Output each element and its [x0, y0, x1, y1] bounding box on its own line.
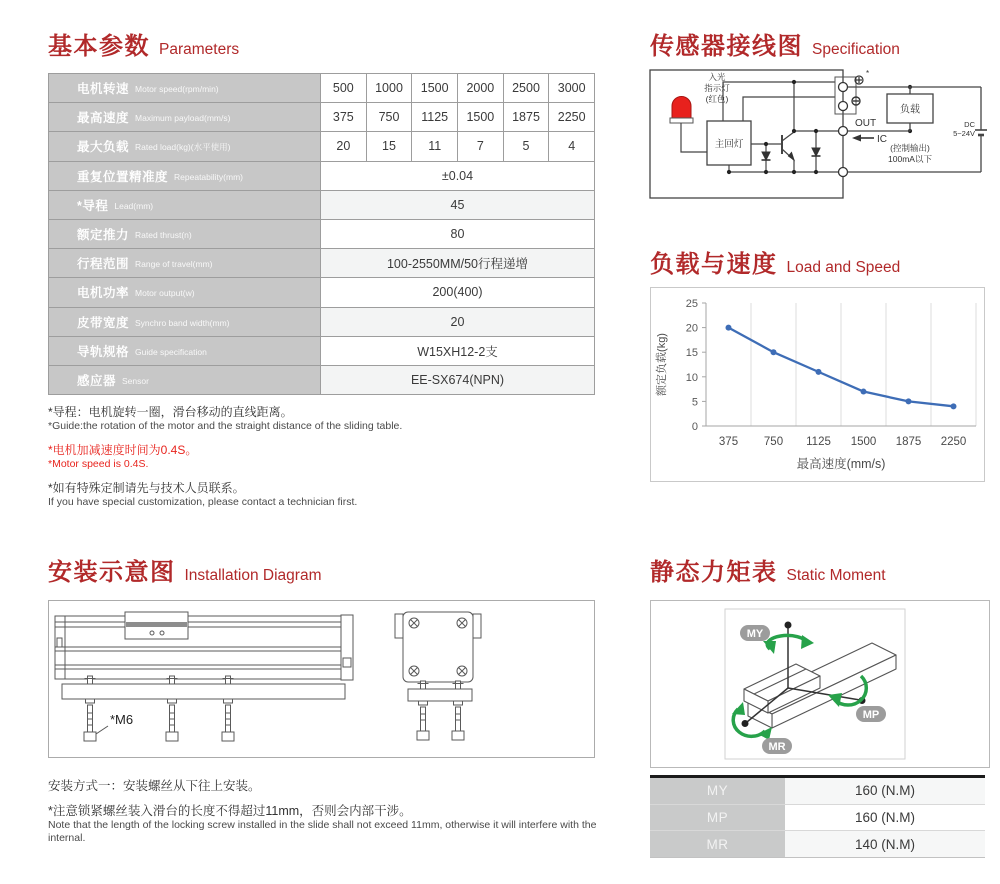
row-label: MY [650, 778, 785, 804]
terminal-plus [839, 83, 848, 92]
parameters-row [49, 74, 595, 103]
cell-value: 5 [504, 132, 550, 161]
footnote-zh: *如有特殊定制请先与技术人员联系。 [48, 481, 245, 495]
section-title-wiring [650, 26, 900, 61]
title-en: Static Moment [786, 567, 886, 584]
cell-value: 1500 [412, 74, 458, 103]
cell-value: 375 [321, 103, 367, 132]
title-zh: 负载与速度 [650, 251, 778, 278]
cell-value: 2000 [458, 74, 504, 103]
row-label: 电机功率 Motor output(w) [49, 278, 321, 307]
row-value: 140 (N.M) [785, 831, 985, 857]
row-label: 最高速度 Maximum payload(mm/s) [49, 103, 321, 132]
x-tick-label: 2250 [940, 436, 967, 448]
footnote-zh: *导程：电机旋转一圈，滑台移动的直线距离。 [48, 405, 293, 419]
terminal-0v [839, 168, 848, 177]
parameter-footnotes [48, 404, 608, 518]
row-label: *导程 Lead(mm) [49, 191, 321, 220]
row-label: 导轨规格 Guide specification [49, 337, 321, 366]
cell-value: 20 [321, 308, 595, 337]
m6-label: *M6 [110, 712, 134, 727]
parameters-row [49, 103, 595, 132]
footnote-en: *Motor speed is 0.4S. [48, 458, 149, 470]
installation-diagram [48, 600, 595, 758]
y-tick-label: 25 [685, 298, 698, 310]
cell-value: EE-SX674(NPN) [321, 366, 595, 395]
row-label: 电机转速 Motor speed(rpm/min) [49, 74, 321, 103]
cell-value: 20 [321, 132, 367, 161]
sensor-wiring-diagram [648, 64, 990, 208]
parameters-row [49, 132, 595, 161]
control-output-label: (控制输出) [890, 143, 930, 153]
cell-value: 7 [458, 132, 504, 161]
cell-value: 1125 [412, 103, 458, 132]
cell-value: 2250 [549, 103, 595, 132]
table-row [650, 830, 985, 857]
x-tick-label: 1125 [806, 436, 831, 448]
parameters-row [49, 366, 595, 395]
cell-value: W15XH12-2支 [321, 337, 595, 366]
x-tick-label: 1500 [850, 436, 877, 448]
title-en: Installation Diagram [184, 567, 322, 584]
parameters-row [49, 337, 595, 366]
footnote-zh: *电机加减速度时间为0.4S。 [48, 443, 198, 457]
parameters-row [49, 308, 595, 337]
plus-symbol-icon [855, 76, 863, 84]
cell-value: 500 [321, 74, 367, 103]
row-value: 160 (N.M) [785, 778, 985, 804]
parameters-row [49, 278, 595, 307]
title-en: Parameters [159, 41, 240, 58]
footnote-motor-speed [48, 442, 608, 471]
cell-value: ±0.04 [321, 162, 595, 191]
section-title-parameters [48, 26, 239, 61]
cell-value: 1000 [367, 74, 413, 103]
footnote-lead [48, 404, 608, 433]
installation-notes [48, 778, 623, 845]
ic-label: IC [877, 134, 887, 145]
row-label: 额定推力 Rated thrust(n) [49, 220, 321, 249]
data-point [906, 398, 912, 404]
led-label-line1: 入光 [708, 72, 726, 82]
plus-star: * [866, 69, 870, 78]
out-label: OUT [855, 118, 877, 129]
data-point [951, 403, 957, 409]
x-tick-label: 375 [718, 436, 739, 448]
row-label: 感应器 Sensor [49, 366, 321, 395]
y-tick-label: 20 [685, 322, 698, 335]
cell-value: 1500 [458, 103, 504, 132]
cell-value: 3000 [549, 74, 595, 103]
terminal-minus [839, 102, 848, 111]
data-point [816, 369, 822, 375]
title-en: Load and Speed [786, 259, 901, 276]
static-moment-diagram [650, 600, 990, 768]
footnote-en: If you have special customization, please contact a technician first. [48, 496, 358, 508]
footnote-en: *Guide:the rotation of the motor and the straight distance of the sliding table. [48, 420, 403, 432]
x-tick-label: 1875 [895, 436, 922, 448]
dc-range-label: 5~24V [953, 129, 975, 138]
mounting-plate [62, 684, 345, 699]
section-title-static-moment [650, 552, 886, 587]
current-limit-label: 100mA以下 [888, 154, 932, 164]
y-tick-label: 0 [691, 421, 698, 433]
cell-value: 11 [412, 132, 458, 161]
x-tick-label: 750 [763, 436, 784, 448]
row-label: MR [650, 831, 785, 857]
slider-strip [126, 622, 187, 627]
ic-arrow-icon [852, 135, 874, 142]
data-point [861, 389, 867, 395]
install-note-warning-en: Note that the length of the locking screw installed in the slide shall not exceed 11mm, otherwise it will interfere with the internal. [48, 819, 597, 844]
table-row [650, 778, 985, 804]
dc-label: DC [964, 120, 975, 129]
cell-value: 2500 [504, 74, 550, 103]
led-indicator-icon [672, 97, 691, 119]
install-note-warning-zh: *注意锁紧螺丝装入滑台的长度不得超过11mm，否则会内部干涉。 [48, 804, 412, 818]
row-value: 160 (N.M) [785, 805, 985, 831]
cell-value: 100-2550MM/50行程递增 [321, 249, 595, 278]
y-tick-label: 10 [685, 371, 698, 384]
parameters-row [49, 220, 595, 249]
load-speed-chart [650, 287, 985, 482]
y-tick-label: 15 [685, 347, 698, 360]
my-label: MY [746, 628, 764, 640]
row-label: MP [650, 805, 785, 831]
parameters-table [48, 73, 595, 395]
title-en: Specification [812, 41, 900, 58]
title-zh: 传感器接线图 [650, 33, 803, 60]
cell-value: 80 [321, 220, 595, 249]
parameters-row [49, 249, 595, 278]
load-speed-chart-svg [651, 288, 984, 481]
row-label: 最大负载 Rated load(kg)(水平使用) [49, 132, 321, 161]
data-point [726, 325, 732, 331]
row-label: 重复位置精准度 Repeatability(mm) [49, 162, 321, 191]
load-label: 负载 [900, 104, 920, 116]
data-point [771, 349, 777, 355]
parameters-row [49, 191, 595, 220]
title-zh: 安装示意图 [48, 559, 176, 586]
cell-value: 4 [549, 132, 595, 161]
cell-value: 750 [367, 103, 413, 132]
row-label: 行程范围 Range of travel(mm) [49, 249, 321, 278]
parameters-row [49, 162, 595, 191]
mr-label: MR [768, 741, 786, 753]
title-zh: 静态力矩表 [650, 559, 778, 586]
row-label: 皮带宽度 Synchro band width(mm) [49, 308, 321, 337]
cell-value: 1875 [504, 103, 550, 132]
table-row [650, 804, 985, 831]
led-label-line2: 指示灯 [704, 83, 730, 93]
y-axis-label: 额定负载(kg) [656, 333, 668, 396]
y-tick-label: 5 [691, 396, 698, 409]
terminal-out [839, 127, 848, 136]
section-title-load-speed [650, 244, 900, 279]
cell-value: 15 [367, 132, 413, 161]
static-moment-table [650, 775, 985, 858]
install-note-method: 安装方式一：安装螺丝从下往上安装。 [48, 779, 261, 793]
cell-value: 45 [321, 191, 595, 220]
main-circuit-label: 主回灯 [714, 139, 744, 150]
cell-value: 200(400) [321, 278, 595, 307]
x-axis-label: 最高速度(mm/s) [796, 457, 886, 471]
title-zh: 基本参数 [48, 33, 150, 60]
footnote-customization [48, 480, 608, 509]
section-title-installation [48, 552, 321, 587]
mp-label: MP [862, 709, 880, 721]
led-label-line3: (红色) [705, 94, 729, 104]
